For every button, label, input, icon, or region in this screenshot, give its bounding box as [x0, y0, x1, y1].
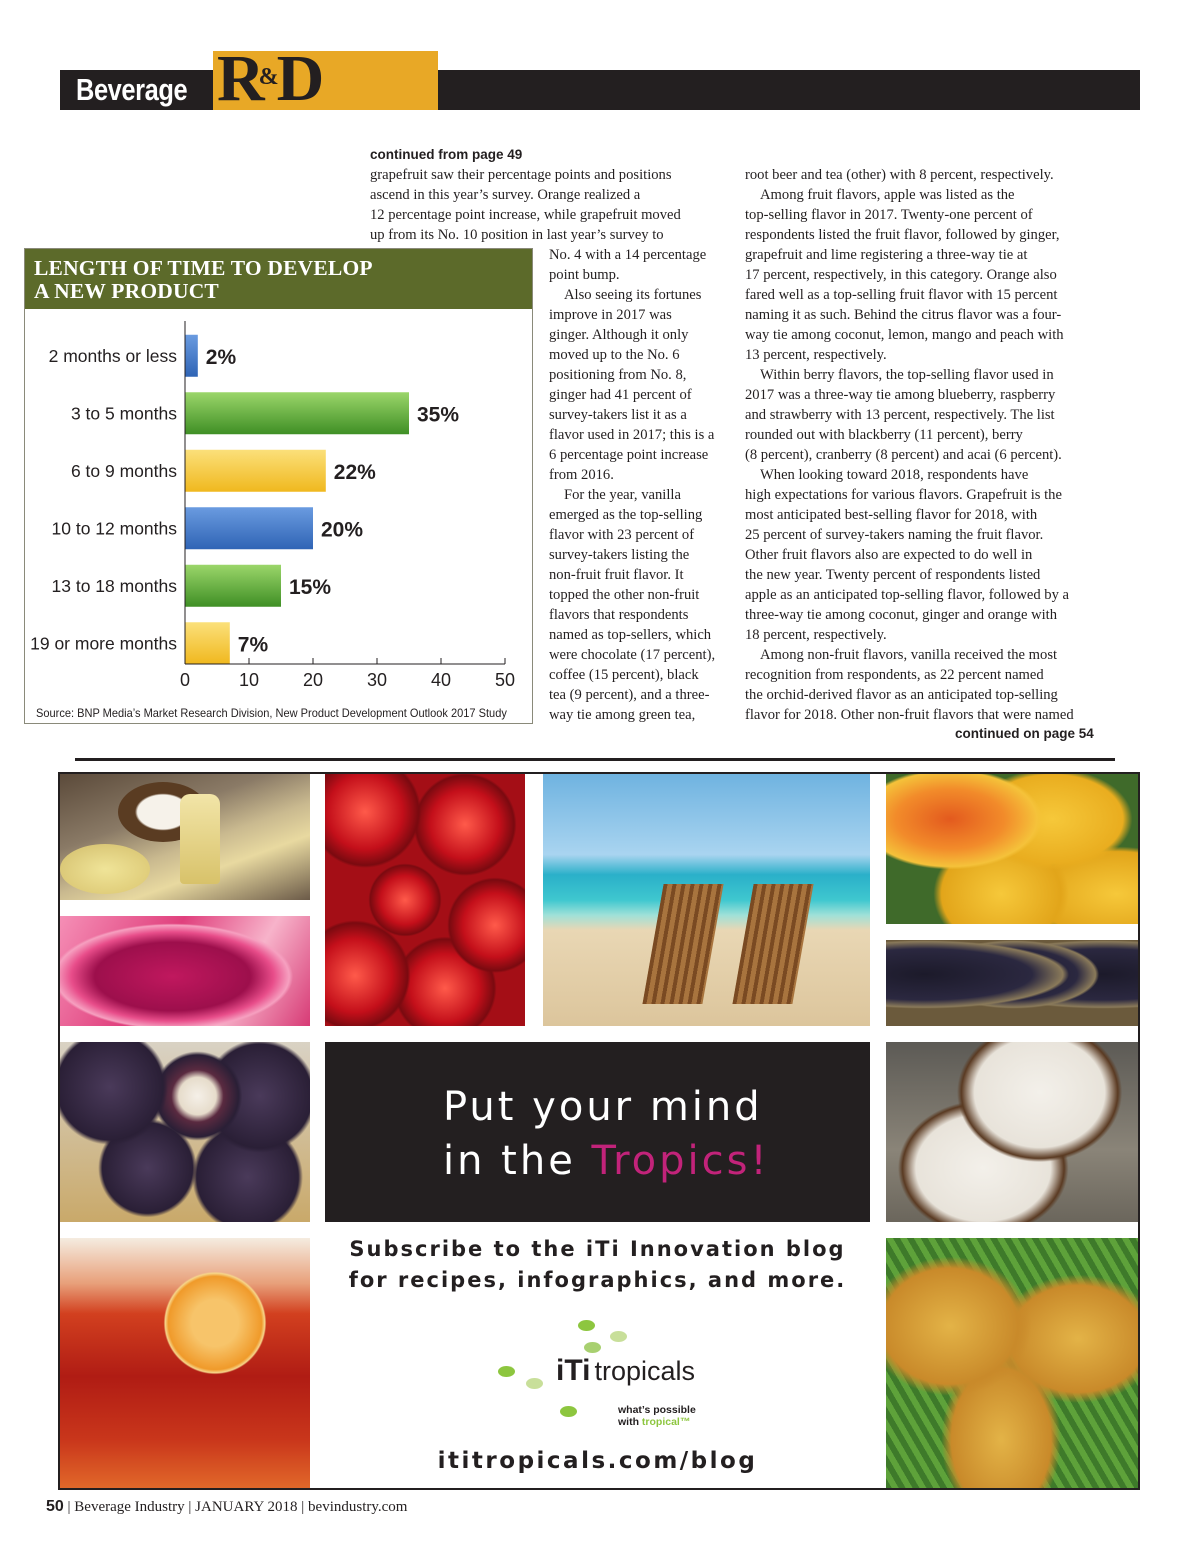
- logo-dot: [498, 1366, 515, 1377]
- footer-publication: | Beverage Industry | JANUARY 2018 | bevindustry.com: [63, 1499, 408, 1515]
- column-1-narrow-line: flavors that respondents: [549, 607, 689, 623]
- logo-dot: [526, 1378, 543, 1389]
- column-2-line: the orchid-derived flavor as an anticipated top-selling: [745, 687, 1058, 703]
- column-2-line: fared well as a top-selling fruit flavor with 15 percent: [745, 287, 1058, 303]
- logo-wordmark: [556, 1354, 695, 1388]
- logo-dot: [584, 1342, 601, 1353]
- article-column-2: [745, 165, 1103, 725]
- column-2-line: Within berry flavors, the top-selling flavor used in: [760, 367, 1054, 383]
- page-number: 50: [46, 1498, 64, 1515]
- chart-title-line-1: LENGTH OF TIME TO DEVELOP: [34, 256, 373, 280]
- column-1-narrow-line: were chocolate (17 percent),: [549, 647, 716, 663]
- ad-sub-line-2: for recipes, infographics, and more.: [348, 1268, 847, 1292]
- section-divider: [75, 758, 1115, 761]
- column-2-line: three-way tie among coconut, ginger and orange with: [745, 607, 1058, 623]
- column-1-narrow-line: emerged as the top-selling: [549, 507, 703, 523]
- column-1-narrow-line: point bump.: [549, 267, 620, 283]
- ad-subscribe-text: [325, 1234, 870, 1296]
- logo-tagline-2: [618, 1416, 696, 1428]
- logo-iti: iTi: [556, 1354, 591, 1387]
- bar-chart: [25, 309, 531, 694]
- column-1-narrow-line: topped the other non-fruit: [549, 587, 700, 603]
- iti-tropicals-logo[interactable]: [490, 1314, 750, 1434]
- acai-baskets-photo: [886, 940, 1140, 1026]
- value-label: 7%: [237, 633, 269, 657]
- continued-on: continued on page 54: [955, 726, 1094, 741]
- bar: [185, 507, 313, 549]
- column-2-line: (8 percent), cranberry (8 percent) and acai (6 percent).: [745, 447, 1062, 463]
- column-1-narrow-line: tea (9 percent), and a three-: [549, 687, 710, 703]
- bar: [185, 450, 326, 492]
- bar: [185, 622, 230, 664]
- column-2-line: most anticipated best-selling flavor for 2018, with: [745, 507, 1038, 523]
- column-2-line: rounded out with blackberry (11 percent), berry: [745, 427, 1023, 443]
- beach-chairs-photo: [543, 774, 870, 1026]
- chart-box: [24, 248, 533, 724]
- category-label: 10 to 12 months: [51, 518, 177, 539]
- ad-headline-line-2: [443, 1134, 770, 1188]
- column-1-narrow-line: Also seeing its fortunes: [564, 287, 702, 303]
- column-2-line: 18 percent, respectively.: [745, 627, 887, 643]
- rd-amp: &: [258, 64, 279, 90]
- column-2-line: Among non-fruit flavors, vanilla received the most: [760, 647, 1058, 663]
- category-label: 2 months or less: [48, 345, 177, 366]
- value-label: 2%: [205, 345, 237, 369]
- column-2-line: Other fruit flavors also are expected to do well in: [745, 547, 1033, 563]
- chart-title-line-2: A NEW PRODUCT: [34, 279, 219, 303]
- column-2-line: 2017 was a three-way tie among blueberry, raspberry: [745, 387, 1056, 403]
- value-label: 15%: [289, 575, 332, 599]
- tropical-drink-photo: [60, 1238, 310, 1490]
- column-2-line: 13 percent, respectively.: [745, 347, 887, 363]
- chart-source: Source: BNP Media’s Market Research Division, New Product Development Outlook 2017 Study: [36, 706, 507, 720]
- dragon-fruit-photo: [60, 916, 310, 1026]
- column-2-line: recognition from respondents, as 22 percent named: [745, 667, 1044, 683]
- coconut-oil-photo: [60, 774, 310, 900]
- column-1-narrow-line: flavor with 23 percent of: [549, 527, 695, 543]
- column-2-line: respondents listed the fruit flavor, followed by ginger,: [745, 227, 1060, 243]
- column-2-line: When looking toward 2018, respondents have: [760, 467, 1029, 483]
- column-1-narrow-line: non-fruit fruit flavor. It: [549, 567, 684, 583]
- column-1-narrow-line: survey-takers list it as a: [549, 407, 687, 423]
- ad-headline-tropics: Tropics!: [591, 1138, 770, 1184]
- bar: [185, 335, 198, 377]
- column-2-line: Among fruit flavors, apple was listed as the: [760, 187, 1015, 203]
- papaya-photo: [886, 774, 1140, 924]
- article-column-1-narrow: [549, 245, 729, 725]
- category-label: 13 to 18 months: [51, 575, 177, 596]
- pineapples-photo: [886, 1238, 1140, 1490]
- x-tick-label: 50: [494, 670, 516, 690]
- logo-tropicals: tropicals: [594, 1356, 695, 1386]
- logo-tagline: [618, 1404, 696, 1428]
- column-1-narrow-line: For the year, vanilla: [564, 487, 681, 503]
- article-column-1-top: [370, 145, 712, 245]
- x-tick-label: 10: [238, 670, 260, 690]
- logo-dot: [610, 1331, 627, 1342]
- column-1-narrow-line: 6 percentage point increase: [549, 447, 709, 463]
- column-1-lines: [370, 165, 712, 245]
- column-1-narrow-line: named as top-sellers, which: [549, 627, 712, 643]
- column-1-narrow-line: ginger had 41 percent of: [549, 387, 692, 403]
- category-label: 19 or more months: [30, 633, 177, 654]
- continued-from: continued from page 49: [370, 147, 523, 162]
- ad-headline: [443, 1080, 770, 1188]
- column-2-line: 17 percent, respectively, in this category. Orange also: [745, 267, 1057, 283]
- column-1-narrow-line: way tie among green tea,: [549, 707, 696, 723]
- x-tick-label: 40: [430, 670, 452, 690]
- column-1-narrow-line: ginger. Although it only: [549, 327, 689, 343]
- value-label: 20%: [321, 518, 364, 542]
- rd-r: R: [217, 42, 261, 115]
- column-2-line: naming it as such. Behind the citrus flavor was a four-: [745, 307, 1062, 323]
- column-1-line: 12 percentage point increase, while grapefruit moved: [370, 207, 681, 223]
- column-2-line: grapefruit and lime registering a three-way tie at: [745, 247, 1028, 263]
- x-tick-label: 20: [302, 670, 324, 690]
- column-1-narrow-line: flavor used in 2017; this is a: [549, 427, 715, 443]
- ad-url-link[interactable]: ititropicals.com/blog: [437, 1448, 758, 1474]
- ad-sub-line-1: Subscribe to the iTi Innovation blog: [349, 1237, 846, 1261]
- column-1-narrow-line: moved up to the No. 6: [549, 347, 680, 363]
- category-label: 3 to 5 months: [70, 403, 177, 424]
- column-2-line: and strawberry with 13 percent, respectively. The list: [745, 407, 1055, 423]
- column-2-line: way tie among coconut, lemon, mango and peach with: [745, 327, 1064, 343]
- chart-title: [25, 249, 532, 309]
- section-rd-logo: [217, 42, 321, 115]
- acerola-cherries-photo: [325, 774, 525, 1026]
- column-2-line: flavor for 2018. Other non-fruit flavors that were named: [745, 707, 1074, 723]
- column-2-line: high expectations for various flavors. Grapefruit is the: [745, 487, 1062, 503]
- bar: [185, 565, 281, 607]
- column-1-narrow-line: positioning from No. 8,: [549, 367, 687, 383]
- category-label: 6 to 9 months: [70, 460, 177, 481]
- column-2-line: 25 percent of survey-takers naming the fruit flavor.: [745, 527, 1044, 543]
- column-1-narrow-line: from 2016.: [549, 467, 614, 483]
- column-1-narrow-line: survey-takers listing the: [549, 547, 690, 563]
- column-2-line: the new year. Twenty percent of respondents listed: [745, 567, 1041, 583]
- x-tick-label: 0: [179, 670, 191, 690]
- ad-headline-line-2a: in the: [443, 1138, 592, 1184]
- ad-headline-panel: [325, 1042, 870, 1222]
- bar: [185, 392, 409, 434]
- page-footer: [46, 1498, 407, 1516]
- logo-tagline-2b: tropical™: [641, 1416, 691, 1428]
- x-tick-label: 30: [366, 670, 388, 690]
- column-1-line: grapefruit saw their percentage points and positions: [370, 167, 672, 183]
- column-2-line: root beer and tea (other) with 8 percent, respectively.: [745, 167, 1054, 183]
- section-word: Beverage: [76, 72, 188, 107]
- value-label: 35%: [417, 403, 460, 427]
- logo-dot: [578, 1320, 595, 1331]
- column-1-line: ascend in this year’s survey. Orange realized a: [370, 187, 641, 203]
- logo-dot: [560, 1406, 577, 1417]
- column-1-narrow-line: coffee (15 percent), black: [549, 667, 699, 683]
- logo-tagline-2a: with: [618, 1416, 642, 1428]
- ad-headline-line-1: Put your mind: [443, 1084, 763, 1130]
- value-label: 22%: [333, 460, 376, 484]
- column-1-narrow-line: No. 4 with a 14 percentage: [549, 247, 707, 263]
- rd-d: D: [276, 42, 321, 115]
- column-2-line: top-selling flavor in 2017. Twenty-one percent of: [745, 207, 1033, 223]
- column-1-line: up from its No. 10 position in last year’s survey to: [370, 227, 664, 243]
- coconut-bowls-photo: [886, 1042, 1140, 1222]
- mangosteen-photo: [60, 1042, 310, 1222]
- logo-tagline-1: what’s possible: [618, 1404, 696, 1416]
- column-1-narrow-line: improve in 2017 was: [549, 307, 672, 323]
- iti-tropicals-ad[interactable]: [58, 772, 1140, 1490]
- column-2-line: apple as an anticipated top-selling flavor, followed by a: [745, 587, 1070, 603]
